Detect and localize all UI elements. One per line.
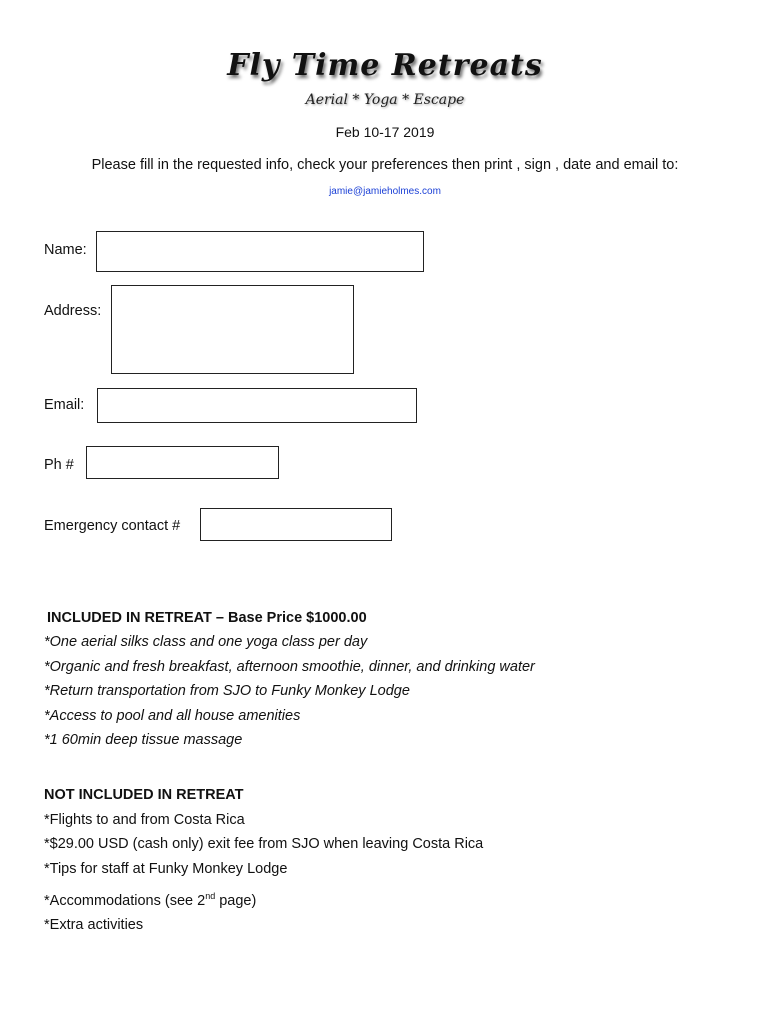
list-item: *$29.00 USD (cash only) exit fee from SJO when leaving Costa Rica [44, 836, 484, 852]
list-item: *Flights to and from Costa Rica [44, 811, 245, 828]
included-list [44, 630, 535, 753]
email-field[interactable] [97, 388, 417, 423]
emergency-contact-label: Emergency contact # [44, 518, 181, 534]
emergency-contact-field[interactable] [200, 508, 392, 541]
name-label: Name: [44, 242, 87, 258]
contact-email-link[interactable]: jamie@jamieholmes.com [329, 186, 441, 197]
list-item: *1 60min deep tissue massage [44, 732, 243, 748]
list-item [44, 884, 256, 913]
logo-tagline: Aerial * Yoga * Escape [305, 92, 465, 108]
list-item: *Access to pool and all house amenities [44, 707, 301, 724]
address-field[interactable] [111, 285, 354, 374]
included-section [47, 606, 367, 631]
not-included-extra [44, 884, 256, 938]
phone-field[interactable] [86, 446, 279, 479]
email-label: Email: [44, 397, 85, 413]
retreat-date: Feb 10-17 2019 [335, 124, 435, 140]
name-field[interactable] [96, 231, 424, 272]
list-item: *Tips for staff at Funky Monkey Lodge [44, 860, 288, 877]
included-heading: INCLUDED IN RETREAT – Base Price $1000.00 [47, 610, 367, 626]
list-item: *One aerial silks class and one yoga class per day [44, 634, 368, 650]
ordinal-suffix: nd [205, 891, 216, 901]
instructions-text: Please fill in the requested info, check your preferences then print , sign , date and email to: [91, 157, 679, 173]
accommodations-text: *Accommodations (see 2 [44, 892, 206, 909]
accommodations-suffix: page) [215, 892, 257, 909]
address-label: Address: [44, 303, 102, 319]
logo-title: Fly Time Retreats [227, 48, 543, 83]
list-item: *Organic and fresh breakfast, afternoon smoothie, dinner, and drinking water [44, 658, 535, 675]
list-item: *Extra activities [44, 917, 144, 934]
not-included-section [44, 783, 483, 881]
phone-label: Ph # [44, 457, 74, 473]
list-item: *Return transportation from SJO to Funky Monkey Lodge [44, 683, 410, 699]
not-included-heading: NOT INCLUDED IN RETREAT [44, 787, 244, 803]
